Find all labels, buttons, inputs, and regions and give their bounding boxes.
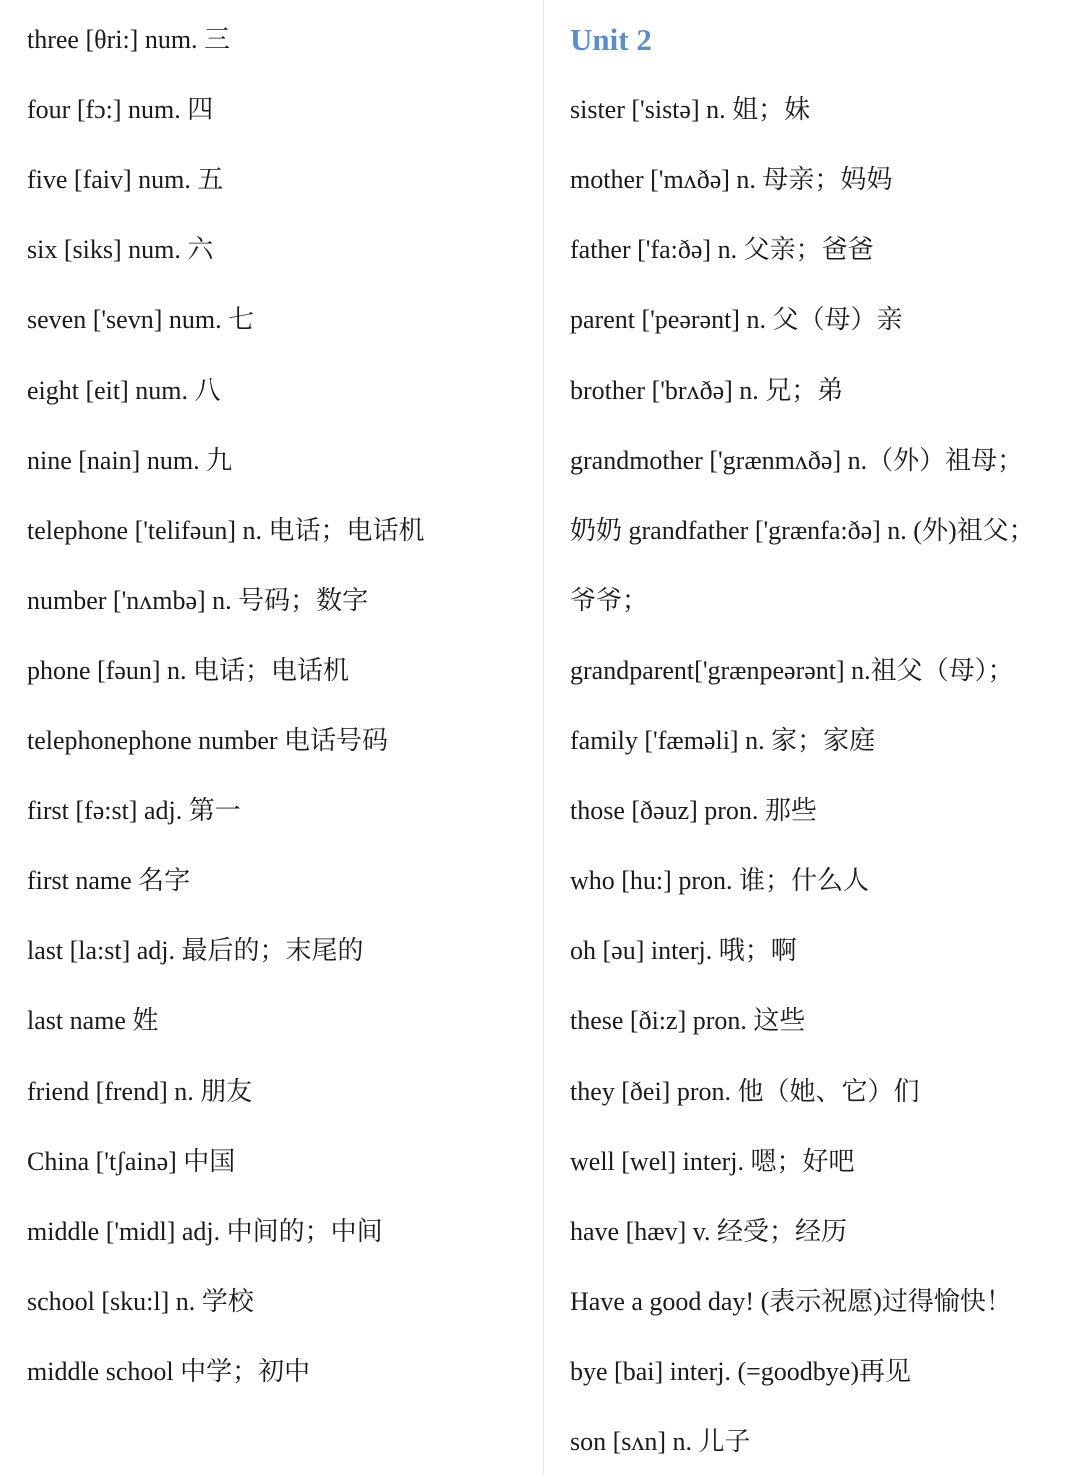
vocab-line: brother ['brʌðə] n. 兄；弟 [570, 376, 844, 405]
vocab-line: first [fə:st] adj. 第一 [27, 796, 241, 825]
vocab-line: friend [frend] n. 朋友 [27, 1077, 253, 1106]
unit-heading: Unit 2 [570, 22, 652, 57]
vocab-line: last [la:st] adj. 最后的；末尾的 [27, 936, 364, 965]
column-divider [543, 0, 544, 1474]
vocab-line: bye [bai] interj. (=goodbye)再见 [570, 1357, 912, 1386]
vocab-line: eight [eit] num. 八 [27, 376, 221, 405]
vocab-line: father ['fa:ðə] n. 父亲；爸爸 [570, 235, 874, 264]
vocab-line: phone [fəun] n. 电话；电话机 [27, 656, 350, 685]
vocab-line: these [ði:z] pron. 这些 [570, 1006, 806, 1035]
vocab-line: telephonephone number 电话号码 [27, 726, 389, 755]
vocab-line: mother ['mʌðə] n. 母亲；妈妈 [570, 165, 893, 194]
vocab-line: three [θri:] num. 三 [27, 25, 231, 54]
vocab-line: family ['fæməli] n. 家；家庭 [570, 726, 876, 755]
vocab-line: sister ['sistə] n. 姐；妹 [570, 95, 811, 124]
vocab-line: parent ['peərənt] n. 父（母）亲 [570, 305, 903, 334]
vocab-line: well [wel] interj. 嗯；好吧 [570, 1147, 855, 1176]
vocab-line: 奶奶 grandfather ['grænfa:ðə] n. (外)祖父； [570, 516, 1035, 545]
vocab-line: China ['tʃainə] 中国 [27, 1147, 236, 1176]
vocab-line: grandmother ['grænmʌðə] n.（外）祖母； [570, 446, 1024, 475]
vocab-line: nine [nain] num. 九 [27, 446, 233, 475]
vocab-line: son [sʌn] n. 儿子 [570, 1427, 751, 1456]
vocab-line: six [siks] num. 六 [27, 235, 214, 264]
vocab-line: school [sku:l] n. 学校 [27, 1287, 254, 1316]
vocab-line: middle ['midl] adj. 中间的；中间 [27, 1217, 383, 1246]
vocab-line: number ['nʌmbə] n. 号码；数字 [27, 586, 369, 615]
vocab-line: seven ['sevn] num. 七 [27, 305, 255, 334]
vocab-line: those [ðəuz] pron. 那些 [570, 796, 817, 825]
vocab-line: they [ðei] pron. 他（她、它）们 [570, 1077, 920, 1106]
vocab-line: have [hæv] v. 经受；经历 [570, 1217, 848, 1246]
vocab-line: oh [əu] interj. 哦；啊 [570, 936, 797, 965]
vocab-line: last name 姓 [27, 1006, 159, 1035]
vocab-line: grandparent['grænpeərənt] n.祖父（母）； [570, 656, 1014, 685]
vocab-line: first name 名字 [27, 866, 191, 895]
vocab-line: four [fɔ:] num. 四 [27, 95, 214, 124]
vocab-line: Have a good day! (表示祝愿)过得愉快！ [570, 1287, 1012, 1316]
vocab-line: 爷爷； [570, 586, 649, 615]
vocab-line: five [faiv] num. 五 [27, 165, 224, 194]
vocab-line: telephone ['telifəun] n. 电话；电话机 [27, 516, 425, 545]
vocab-line: who [hu:] pron. 谁；什么人 [570, 866, 869, 895]
vocab-line: middle school 中学；初中 [27, 1357, 311, 1386]
